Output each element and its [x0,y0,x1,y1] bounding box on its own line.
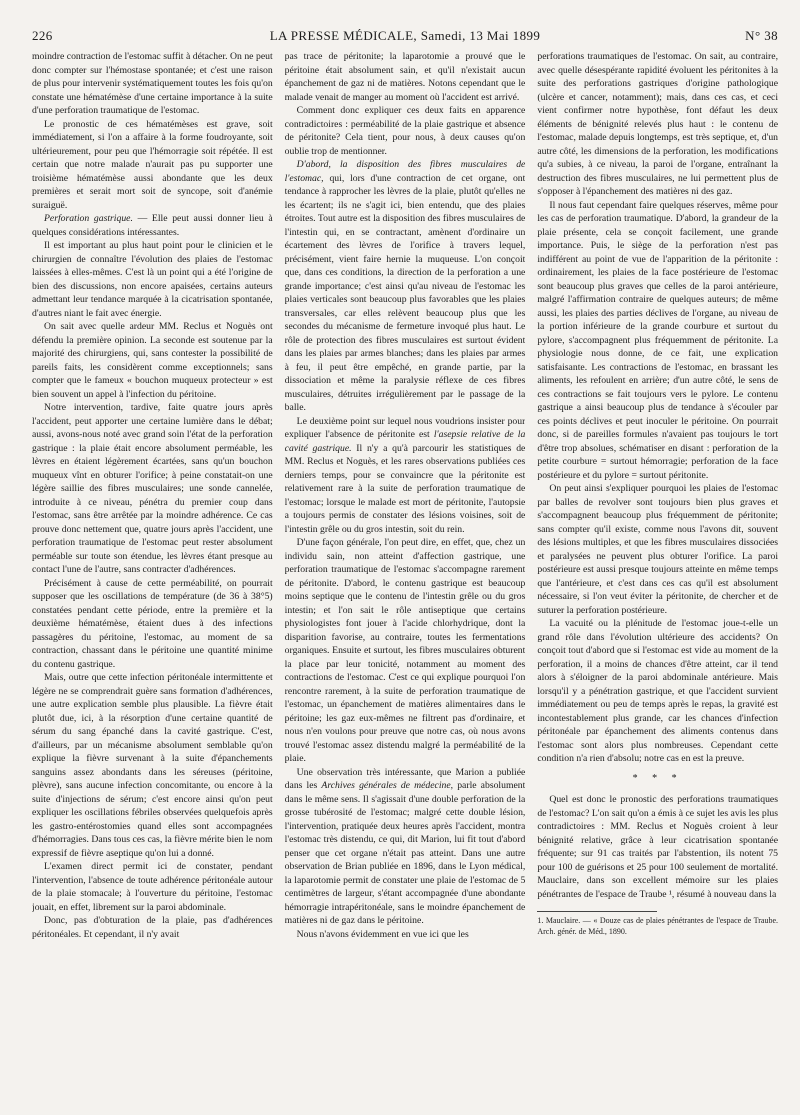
paragraph-text: On sait avec quelle ardeur MM. Reclus et Noguès ont défendu la première opinion. La seconde est soutenue par la majorité des chirurgiens, qui, sans contester la possibilité de pareils faits, les considèrent comme exceptionnels; sans compter que le fameux « bouchon muqueux protecteur » est bien souvent un appel à l'infection du péritoine. [32,321,273,400]
italic-lead: Perforation gastrique. [44,213,133,224]
paragraph [32,860,273,914]
paragraph [537,50,778,199]
footnote: 1. Mauclaire. — « Douze cas de plaies pénétrantes de l'espace de Traube. Arch. génér. de Méd., 1890. [537,916,779,936]
paragraph-text: Comment donc expliquer ces deux faits en apparence contradictoires : perméabilité de la plaie gastrique et absence de péritonite? Cela tient, pour nous, à deux causes qu'on oublie trop de mentionner. [284,105,526,157]
page-header [32,28,778,44]
paragraph-text: pas trace de péritonite; la laparotomie a prouvé que le péritoine était absolument sain, et qu'il n'existait aucun épanchement de gaz ni de matières. Notons cependant que le malade venait de manger au moment où l'accident est arrivé. [284,51,526,103]
paragraph-text: Mais, outre que cette infection péritonéale intermittente et légère ne se comprendrait guère sans formation d'adhérences, une autre explication semble plus plausible. La fièvre était plutôt due, ici, à la résorption d'une certaine quantité de sérum du sang épanché dans la cavité gastrique. C'est, d'ailleurs, par un mécanisme absolument semblable qu'on explique la fièvre survenant à la suite d'épanchements sanguins assez abondants dans les séreuses (péritoine, plèvre), sans aucune infection concomitante, ou encore à la suite d'injections de sérum; c'est encore ainsi qu'on peut expliquer les oscillations fébriles observées quelquefois après les gastro-entérostomies quand elles sont accompagnées d'hémorragies. Dans tous ces cas, la fièvre mérite bien le nom expressif de fièvre aseptique qu'on lui a donné. [32,672,273,859]
paragraph-text: parle absolument dans le même sens. Il s'agissait d'une double perforation de la grosse tubérosité de l'estomac; malgré cette double lésion, l'intervention, pratiquée deux heures après l'accident, montra l'estomac très distendu, ce qui, dit Marion, lui fit tout d'abord penser que cet organe n'était pas atteint. Dans une autre observation de Brian publiée en 1896, dans le Lyon médical, la laparotomie permit de constater une plaie de l'estomac de 5 centimètres de largeur, s'étant accompagnée d'une abondante hémorragie intrapéritonéale, sans le moindre épanchement de matières ni de gaz dans le péritoine. [284,780,526,926]
paragraph-text: moindre contraction de l'estomac suffit à détacher. On ne peut donc compter sur l'hémostase spontanée; et c'est une raison de plus pour intervenir systématiquement toutes les fois qu'on constate une hématémèse d'une certaine importance à la suite d'une perforation traumatique de l'estomac. [32,51,273,116]
paragraph-text: Nous n'avons évidemment en vue ici que les [296,928,469,940]
paragraph-text: Il est important au plus haut point pour le clinicien et le chirurgien de connaître l'évolution des plaies de l'estomac laissées à elles-mêmes. C'est là un point qui a été l'origine de bien des discussions, non encore apaisées, certains auteurs admettant leur tendance marquée à la cicatrisation spontanée, d'autres niant le fait avec énergie. [32,240,273,319]
column-left [32,50,273,1112]
italic-lead: D'abord, la disposition des fibres musculaires de l'estomac, [284,159,526,184]
paragraph [32,212,273,239]
paragraph [285,928,526,942]
footnote-rule [537,911,657,912]
section-separator: * * * [632,772,683,784]
paragraph-text: Quel est donc le pronostic des perforations traumatiques de l'estomac? L'on sait qu'on a émis à ce sujet les avis les plus contradictoires : MM. Reclus et Noguès croient à leur bénignité relative, grâce à leur cicatrisation spontanée fréquente; sur 91 cas traités par l'abstention, ils notent 75 pour 100 de guérisons et 25 pour 100 seulement de mortalité. Mauclaire, dans son excellent mémoire sur les plaies pénétrantes de l'espace de Traube ¹, résumé à nouveau dans la [537,794,779,900]
paragraph-text: qui, lors d'une contraction de cet organe, ont tendance à rapprocher les lèvres de la plaie, plutôt qu'elles ne les écartent; ils ne s'agit ici, bien entendu, que des plaies étroites. Tout autre est la disposition des fibres musculaires de l'intestin qui, en se contractant, amènent d'ordinaire un écartement des lèvres de l'orifice à travers lequel, précisément, vient faire hernie la muqueuse. L'on conçoit que, dans ces conditions, la direction de la perforation a une grande importance; c'est ainsi qu'au niveau de l'estomac les plaies verticales sont beaucoup plus favorables que les plaies transversales, car elles relèvent beaucoup plus que les secondes du mécanisme de fermeture invoqué plus haut. Le rôle de protection des fibres musculaires est surtout évident dans les plaies par armes blanches; dans les plaies par armes à feu, il peut être empêché, en grande partie, par la dissociation et même la paralysie réflexe de ces fibres musculaires, détruites irrégulièrement par le passage de la balle. [284,172,526,413]
paragraph [537,482,778,617]
paragraph [32,671,273,860]
paragraph-text: La vacuité ou la plénitude de l'estomac joue-t-elle un grand rôle dans l'évolution ultérieure des accidents? On conçoit tout d'abord que si l'estomac est vide au moment de la perforation, il a moins de chances d'être atteint, car il tend alors à s'éloigner de la paroi abdominale antérieure. Mais lorsqu'il y a pénétration gastrique, et que l'accident survient immédiatement ou peu de temps après le repas, la gravité est incontestablement plus grande, car les chances d'infection péritonéale par épanchement des aliments contenus dans l'estomac sont alors plus nombreuses. Cependant cette condition n'a rien d'absolu; notre cas en est la preuve. [537,618,779,764]
journal-title: LA PRESSE MÉDICALE, Samedi, 13 Mai 1899 [269,28,541,43]
paragraph [285,104,526,158]
paragraph [285,50,526,104]
paragraph-text: Une observation très intéressante, que Marion a publiée dans les [284,766,526,791]
paragraph-text: Le deuxième point sur lequel nous voudrions insister pour expliquer l'absence de péritonite est [284,415,526,440]
paragraph [537,199,778,483]
paragraph-text: D'une façon générale, l'on peut dire, en effet, que, chez un individu sain, non atteint d'affection gastrique, une perforation traumatique de l'estomac s'accompagne rarement de péritonite. D'abord, le contenu gastrique est beaucoup moins septique que le contenu de l'intestin grêle ou du gros intestin; et l'on sait le rôle antiseptique que certains physiologistes font jouer à l'acide chlorhydrique, dont la disparition favorise, au contraire, toutes les fermentations organiques. Ensuite et surtout, les fibres musculaires obturent la place par leur tonicité, notamment au moment des contractions de l'estomac. C'est ce qui explique pourquoi l'on rencontre rarement, à la suite de perforation traumatique de l'estomac, un épanchement de matières alimentaires dans le péritoine; les gaz eux-mêmes ne filtrent pas d'ordinaire, et nous n'en voulons pour preuve que notre cas, où nous avons trouvé l'estomac assez distendu malgré la perméabilité de la plaie. [284,537,526,764]
paragraph [32,239,273,320]
paragraph [32,320,273,401]
paragraph [285,536,526,766]
paragraph-text: Notre intervention, tardive, faite quatre jours après l'accident, peut apporter une certaine lumière dans le débat; aussi, avons-nous noté avec grand soin l'état de la perforation gastrique : la plaie était encore absolument perméable, les lèvres en étaient légèrement écartées, sans qu'un bouchon muqueux vînt en obturer l'orifice; à peine constatait-on une légère saillie des fibres musculaires; une sonde cannelée, introduite à ce niveau, pénétra du premier coup dans l'estomac, sans être arrêtée par la moindre adhérence. Ce cas prouve donc nettement que, quatre jours après l'accident, une perforation traumatique de l'estomac peut rester absolument perméable sur toute son étendue, les lèvres étant presque au contact l'une de l'autre, sans contracter d'adhérences. [32,402,273,575]
paragraph-text: — Elle peut aussi donner lieu à quelques considérations intéressantes. [32,213,273,238]
paragraph [537,793,778,901]
paragraph-text: Le pronostic de ces hématémèses est grave, soit immédiatement, si l'on a affaire à la forme foudroyante, soit ultérieurement, pour peu que l'hémorragie soit répétée. Il est certain que notre malade n'aurait pas pu supporter une troisième hématémèse aussi abondante que les deux premières et serait mort soit de syncope, soit d'anémie suraiguë. [32,118,273,211]
paragraph [32,401,273,577]
article-columns [32,50,778,1112]
paragraph [285,415,526,537]
paragraph-text: Il n'y a qu'à parcourir les statistiques de MM. Reclus et Noguès, et les rares observations publiées ces derniers temps, pour se convaincre que la péritonite est relativement rare à la suite de perforation traumatique de l'estomac; lorsque le malade est mort de péritonite, l'autopsie a toujours permis de constater des lésions voisines, soit de l'intestin grêle ou du gros intestin, soit du rein. [284,442,526,535]
issue-number: N° 38 [745,28,778,43]
paragraph [285,766,526,928]
paragraph-text: L'examen direct permit ici de constater, pendant l'intervention, l'absence de toute adhérence péritonéale autour de la plaie stomacale; à l'ouverture du péritoine, l'estomac jouait, en effet, librement sur la paroi abdominale. [32,861,273,913]
column-right [537,50,778,1112]
paragraph-text: On peut ainsi s'expliquer pourquoi les plaies de l'estomac par balles de revolver sont toujours bien plus graves et s'accompagnent beaucoup plus fréquemment de péritonite; sans compter qu'il existe, comme nous l'avons dit, souvent des lésions multiples, et que les fibres musculaires dissociées et paralysées ne peuvent plus obturer l'orifice. La paroi postérieure est aussi presque toujours atteinte en même temps que l'antérieure, et c'est dans ces cas qu'il est absolument nécessaire, si l'on veut éviter la péritonite, de chercher et de suturer la perforation postérieure. [537,483,779,616]
paragraph [32,50,273,118]
column-middle [285,50,526,1112]
italic-phrase: l'asepsie relative de la cavité gastrique. [284,429,526,454]
paragraph [32,577,273,672]
paragraph [32,914,273,941]
paragraph-text: Précisément à cause de cette perméabilité, on pourrait supposer que les oscillations de température (de 36 à 38°5) constatées pendant cette période, entre la première et la deuxième hématémèse, étaient dues à des infections passagères du péritoine, l'estomac, au moment de sa contraction, chassant dans le péritoine une quantité minime du contenu gastrique. [32,577,273,670]
italic-phrase: Archives générales de médecine, [321,780,454,791]
paragraph [537,617,778,766]
paragraph-text: Donc, pas d'obturation de la plaie, pas d'adhérences péritonéales. Et cependant, il n'y avait [32,915,273,940]
paragraph-text: Il nous faut cependant faire quelques réserves, même pour les cas de perforation traumatique. D'abord, la grandeur de la plaie présente, cela se conçoit facilement, une grande importance. Puis, le siège de la perforation n'est pas indifférent au point de vue de l'apparition de la péritonite : ordinairement, les plaies de la face postérieure de l'estomac sont beaucoup plus graves que celles de la paroi antérieure, malgré l'affirmation contraire de quelques auteurs; de même aussi, les plaies des parties déclives de l'organe, au niveau de la portion inférieure de la grande courbure et surtout du pylore, s'accompagnent plus fréquemment de péritonite. La physiologie nous donne, de ce fait, une explication satisfaisante. Les contractions de l'estomac, en brassant les aliments, les refoulent en arrière; d'un autre côté, le sens de ces contractions se fait toujours vers le pylore. Le contenu gastrique a ainsi beaucoup plus de tendance à s'écouler par ces points déclives et peut inoculer le péritoine. On pourrait donc, si de pareilles formules n'avaient pas toujours le tort d'être trop absolues, schématiser en disant : perforation de la petite courbure = surtout hémorragie; perforation de la face postérieure et du pylore = surtout péritonite. [537,199,779,481]
paragraph-text: perforations traumatiques de l'estomac. On sait, au contraire, avec quelle désespérante rapidité évoluent les péritonites à la suite des perforations gastriques d'origine pathologique (ulcère et cancer, notamment); mais, dans ces cas, et ceci vient confirmer notre hypothèse, font défaut les deux éléments de bénignité relevés plus haut : le contenu de l'estomac, malade depuis longtemps, est très septique, et, d'un autre côté, les dimensions de la perforation, les modifications qu'a subies, à ce niveau, la paroi de l'organe, entraînant la destruction des fibres musculaires, ne lui permettent plus de s'opposer à l'épanchement des matières ni des gaz. [537,51,779,197]
paragraph [285,158,526,415]
paragraph [32,118,273,213]
page-number: 226 [32,28,53,43]
